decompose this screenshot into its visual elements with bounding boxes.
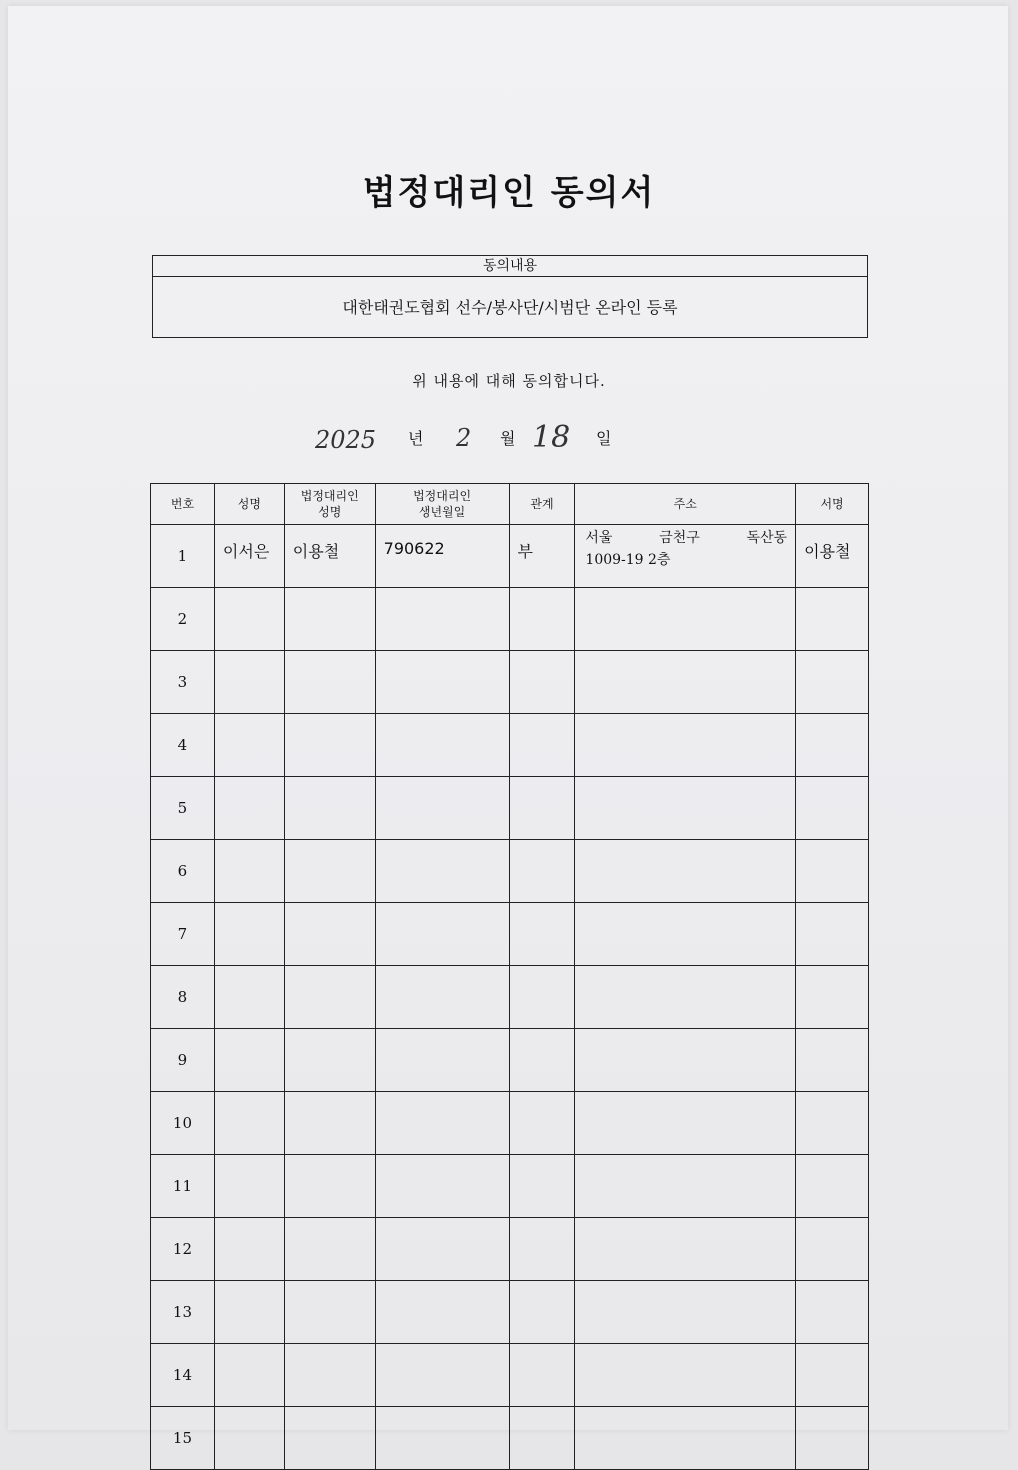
table-row: [151, 840, 869, 903]
row-guardian-birth: [375, 1344, 509, 1407]
row-relation: [509, 966, 575, 1029]
address-part: 서울: [585, 530, 613, 546]
header-relation: 관계: [509, 484, 575, 525]
row-name: [214, 903, 284, 966]
row-relation: [509, 1029, 575, 1092]
table-row: [151, 1029, 869, 1092]
row-relation: [509, 1281, 575, 1344]
address-part: 금천구: [659, 530, 700, 546]
row-name: [214, 777, 284, 840]
row-guardian-birth: [375, 777, 509, 840]
row-signature: [796, 588, 869, 651]
row-signature: [796, 1281, 869, 1344]
row-number: 15: [151, 1407, 215, 1470]
consent-box: [152, 255, 868, 338]
row-address: [575, 777, 796, 840]
row-guardian-birth: [375, 1092, 509, 1155]
header-guardian-name: 법정대리인 성명: [284, 484, 375, 525]
row-signature: [796, 651, 869, 714]
row-address: [575, 1029, 796, 1092]
row-address: [575, 1218, 796, 1281]
table-row: [151, 777, 869, 840]
row-name: [214, 1218, 284, 1281]
date-month-label: 월: [500, 429, 516, 448]
row-guardian-name: [284, 777, 375, 840]
header-name: 성명: [214, 484, 284, 525]
row-relation: [509, 1344, 575, 1407]
row-guardian-name: 이용철: [284, 525, 375, 588]
row-guardian-name: [284, 840, 375, 903]
row-address: [575, 840, 796, 903]
row-name: [214, 1155, 284, 1218]
registration-table: [150, 483, 869, 1470]
row-number: 11: [151, 1155, 215, 1218]
row-address: [575, 966, 796, 1029]
row-signature: [796, 777, 869, 840]
header-number: 번호: [151, 484, 215, 525]
row-relation: [509, 1092, 575, 1155]
row-guardian-birth: [375, 1281, 509, 1344]
row-guardian-birth: [375, 903, 509, 966]
row-address: [575, 525, 796, 588]
consent-content: 대한태권도협회 선수/봉사단/시범단 온라인 등록: [342, 298, 678, 317]
row-number: 12: [151, 1218, 215, 1281]
row-number: 10: [151, 1092, 215, 1155]
row-address: [575, 1407, 796, 1470]
row-guardian-birth: [375, 840, 509, 903]
row-guardian-name: [284, 1029, 375, 1092]
row-signature: [796, 1218, 869, 1281]
row-relation: [509, 588, 575, 651]
row-relation: [509, 777, 575, 840]
date-line: [310, 420, 630, 460]
row-guardian-name: [284, 714, 375, 777]
row-relation: [509, 903, 575, 966]
row-signature: [796, 1029, 869, 1092]
row-relation: [509, 1155, 575, 1218]
table-row: [151, 1281, 869, 1344]
row-guardian-name: [284, 1092, 375, 1155]
row-number: 5: [151, 777, 215, 840]
row-guardian-birth: [375, 1155, 509, 1218]
header-signature: 서명: [796, 484, 869, 525]
row-relation: [509, 840, 575, 903]
row-address: [575, 903, 796, 966]
table-row: [151, 525, 869, 588]
table-header-row: [151, 484, 869, 525]
row-name: [214, 1029, 284, 1092]
row-guardian-name: [284, 966, 375, 1029]
row-number: 14: [151, 1344, 215, 1407]
row-name: [214, 651, 284, 714]
table-row: [151, 1344, 869, 1407]
row-name: [214, 1281, 284, 1344]
row-relation: [509, 1218, 575, 1281]
row-signature: 이용철: [796, 525, 869, 588]
row-signature: [796, 1344, 869, 1407]
row-guardian-name: [284, 1218, 375, 1281]
table-row: [151, 588, 869, 651]
consent-header: 동의내용: [153, 256, 867, 277]
row-relation: 부: [509, 525, 575, 588]
row-number: 4: [151, 714, 215, 777]
row-signature: [796, 966, 869, 1029]
row-name: 이서은: [214, 525, 284, 588]
table-row: [151, 1092, 869, 1155]
header-address: 주소: [575, 484, 796, 525]
row-guardian-name: [284, 1281, 375, 1344]
address-line-1: [585, 527, 787, 549]
table-row: [151, 1218, 869, 1281]
row-number: 8: [151, 966, 215, 1029]
row-address: [575, 714, 796, 777]
row-number: 1: [151, 525, 215, 588]
row-number: 6: [151, 840, 215, 903]
table-row: [151, 1407, 869, 1470]
table-row: [151, 651, 869, 714]
row-number: 7: [151, 903, 215, 966]
row-signature: [796, 903, 869, 966]
row-guardian-name: [284, 588, 375, 651]
table-row: [151, 1155, 869, 1218]
row-guardian-name: [284, 903, 375, 966]
row-name: [214, 1092, 284, 1155]
row-guardian-birth: [375, 1218, 509, 1281]
row-guardian-name: [284, 1344, 375, 1407]
row-number: 13: [151, 1281, 215, 1344]
row-address: [575, 588, 796, 651]
row-address: [575, 1092, 796, 1155]
row-guardian-birth: [375, 1029, 509, 1092]
row-name: [214, 966, 284, 1029]
row-guardian-birth: [375, 966, 509, 1029]
row-number: 3: [151, 651, 215, 714]
row-signature: [796, 714, 869, 777]
row-guardian-birth: [375, 588, 509, 651]
agreement-text: 위 내용에 대해 동의합니다.: [412, 372, 606, 390]
date-month: 2: [456, 424, 472, 452]
address-part: 독산동: [746, 530, 788, 546]
row-name: [214, 588, 284, 651]
row-relation: [509, 651, 575, 714]
row-guardian-birth: 790622: [375, 525, 509, 588]
row-address: [575, 1155, 796, 1218]
table-row: [151, 903, 869, 966]
row-address: [575, 1344, 796, 1407]
date-year: 2025: [315, 426, 377, 454]
row-signature: [796, 840, 869, 903]
row-signature: [796, 1155, 869, 1218]
row-guardian-name: [284, 1155, 375, 1218]
row-guardian-birth: [375, 714, 509, 777]
row-address: [575, 1281, 796, 1344]
row-name: [214, 714, 284, 777]
row-relation: [509, 714, 575, 777]
row-signature: [796, 1407, 869, 1470]
row-number: 9: [151, 1029, 215, 1092]
row-number: 2: [151, 588, 215, 651]
row-name: [214, 840, 284, 903]
date-day-label: 일: [596, 429, 612, 448]
header-guardian-birth: 법정대리인 생년월일: [375, 484, 509, 525]
date-day: 18: [532, 420, 571, 455]
document-title: 법정대리인 동의서: [362, 173, 656, 213]
row-address: [575, 651, 796, 714]
row-guardian-birth: [375, 1407, 509, 1470]
row-guardian-name: [284, 1407, 375, 1470]
row-name: [214, 1407, 284, 1470]
row-relation: [509, 1407, 575, 1470]
row-guardian-birth: [375, 651, 509, 714]
row-guardian-name: [284, 651, 375, 714]
table-row: [151, 966, 869, 1029]
table-row: [151, 714, 869, 777]
row-signature: [796, 1092, 869, 1155]
address-line-2: 1009-19 2층: [585, 552, 671, 568]
row-name: [214, 1344, 284, 1407]
date-year-label: 년: [408, 429, 424, 448]
